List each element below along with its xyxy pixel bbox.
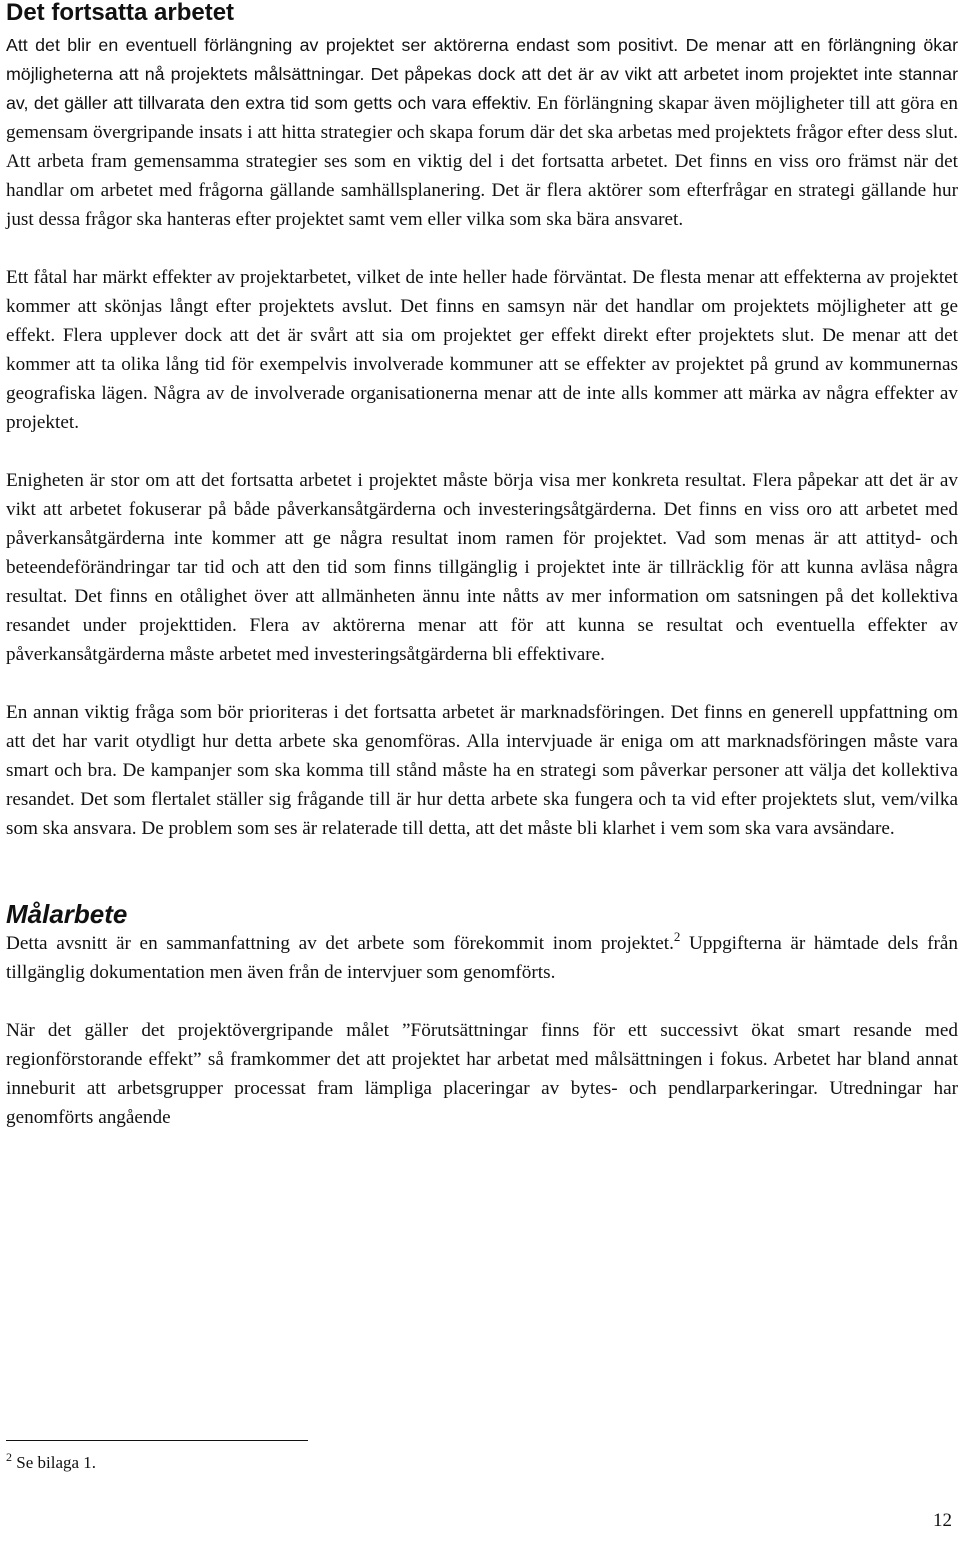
paragraph-gap: [6, 437, 958, 466]
paragraph-sammanfattning-cont: Uppgifterna är hämtade dels från tillgänglig dokumentation men även från de intervjuer som genomförts.: [6, 933, 959, 983]
paragraph-sammanfattning: [6, 929, 958, 987]
paragraph-projektovergripande-mal: När det gäller det projektövergripande målet ”Förutsättningar finns för ett successivt ökat smart resande med regionförstorande effekt” så framkommer det att projektet har arbetat med målsättningen i fokus. Arbetet har bland annat inneburit att arbetsgrupper processat fram lämpliga placeringar av bytes- och pendlarparkeringar. Utredningar har genomförts angående: [6, 1020, 958, 1128]
paragraph-gap: [6, 669, 958, 698]
footnote: [6, 1452, 96, 1474]
document-page: [6, 0, 958, 1132]
paragraph-marknadsforingen: En annan viktig fråga som bör prioriteras i det fortsatta arbetet är marknadsföringen. Det finns en generell uppfattning om att det har varit otydligt hur detta arbete ska genomföras. Alla intervjuade är eniga om att marknadsföringen måste vara smart och bra. De kampanjer som ska komma till stånd måste ha en strategi som påverkar personer att välja det kollektiva resandet. Det som flertalet ställer sig frågande till är hur detta arbete ska fungera och ta vid efter projektets slut, vem/vilka som ska ansvara. De problem som ses är relaterade till detta, att det måste bli klarhet i vem som ska vara avsändare.: [6, 702, 958, 839]
section-heading-det-fortsatta-arbetet: Det fortsatta arbetet: [6, 0, 235, 26]
paragraph-forlangning: [6, 31, 958, 234]
paragraph-sammanfattning-text: Detta avsnitt är en sammanfattning av det arbete som förekommit inom projektet.: [6, 933, 674, 954]
paragraph-gap: [6, 234, 958, 263]
paragraph-gap: [6, 987, 958, 1016]
paragraph-enigheten: Enigheten är stor om att det fortsatta arbetet i projektet måste börja visa mer konkreta resultat. Flera påpekar att det är av vikt att arbetet fokuserar på både påverkansåtgärderna och investeringsåtgärderna. Det finns en viss oro att arbetet med påverkansåtgärderna inte kommer att ge några resultat inom ramen för projektet. Vad som menas är att attityd- och beteendeförändringar tar tid och att den tid som finns tillgänglig i projektet inte är tillräcklig för att kunna avläsa några resultat. Det finns en otålighet över att allmänheten ännu inte nåtts av mer information om satsningen på det kollektiva resandet under projekttiden. Flera av aktörerna menar att för att kunna se resultat och eventuella effekter av påverkansåtgärderna måste arbetet med investeringsåtgärderna bli effektivare.: [6, 470, 958, 665]
footnote-number: 2: [6, 1450, 12, 1464]
footnote-reference[interactable]: 2: [673, 929, 681, 944]
paragraph-forlangning-serif-part: En förlängning skapar även möjligheter till att göra en gemensam övergripande insats i att hitta strategier och skapa forum där det ska arbetas med projektets frågor efter dess slut. Att arbeta fram gemensamma strategier ses som en viktig del i det fortsatta arbetet. Det finns en viss oro främst när det handlar om arbetet med frågorna gällande samhällsplanering. Det är flera aktörer som efterfrågar en strategi gällande hur just dessa frågor ska hanteras efter projektet samt vem eller vilka som ska bära ansvaret.: [6, 93, 958, 230]
page-number: 12: [933, 1510, 952, 1531]
paragraph-effekter: Ett fåtal har märkt effekter av projektarbetet, vilket de inte heller hade förväntat. De flesta menar att effekterna av projektet kommer att skönjas långt efter projektets avslut. Det finns en samsyn när det handlar om projektets möjligheter att ge effekt. Flera upplever dock att det är svårt att sia om projektet ger effekt direkt efter projektets slut. De menar att det kommer att ta olika lång tid för exempelvis involverade kommuner att se effekter av projektet på grund av kommunernas geografiska lägen. Några av de involverade organisationerna menar att de inte alls kommer att märka av några effekter av projektet.: [6, 267, 958, 433]
section-gap: [6, 843, 958, 899]
section-heading-malarbete: Målarbete: [6, 899, 128, 929]
paragraph-forlangning-sans-part: Att det blir en eventuell förlängning av projektet ser aktörerna endast som positivt. De menar att en förlängning ökar möjligheterna att nå projektets målsättningar. Det påpekas dock att det är av vikt att arbetet inom projektet inte stannar av, det gäller att tillvarata den extra tid som getts och vara effektiv.: [6, 35, 958, 113]
footnote-text: Se bilaga 1.: [16, 1453, 97, 1472]
footnote-separator: [6, 1440, 308, 1441]
